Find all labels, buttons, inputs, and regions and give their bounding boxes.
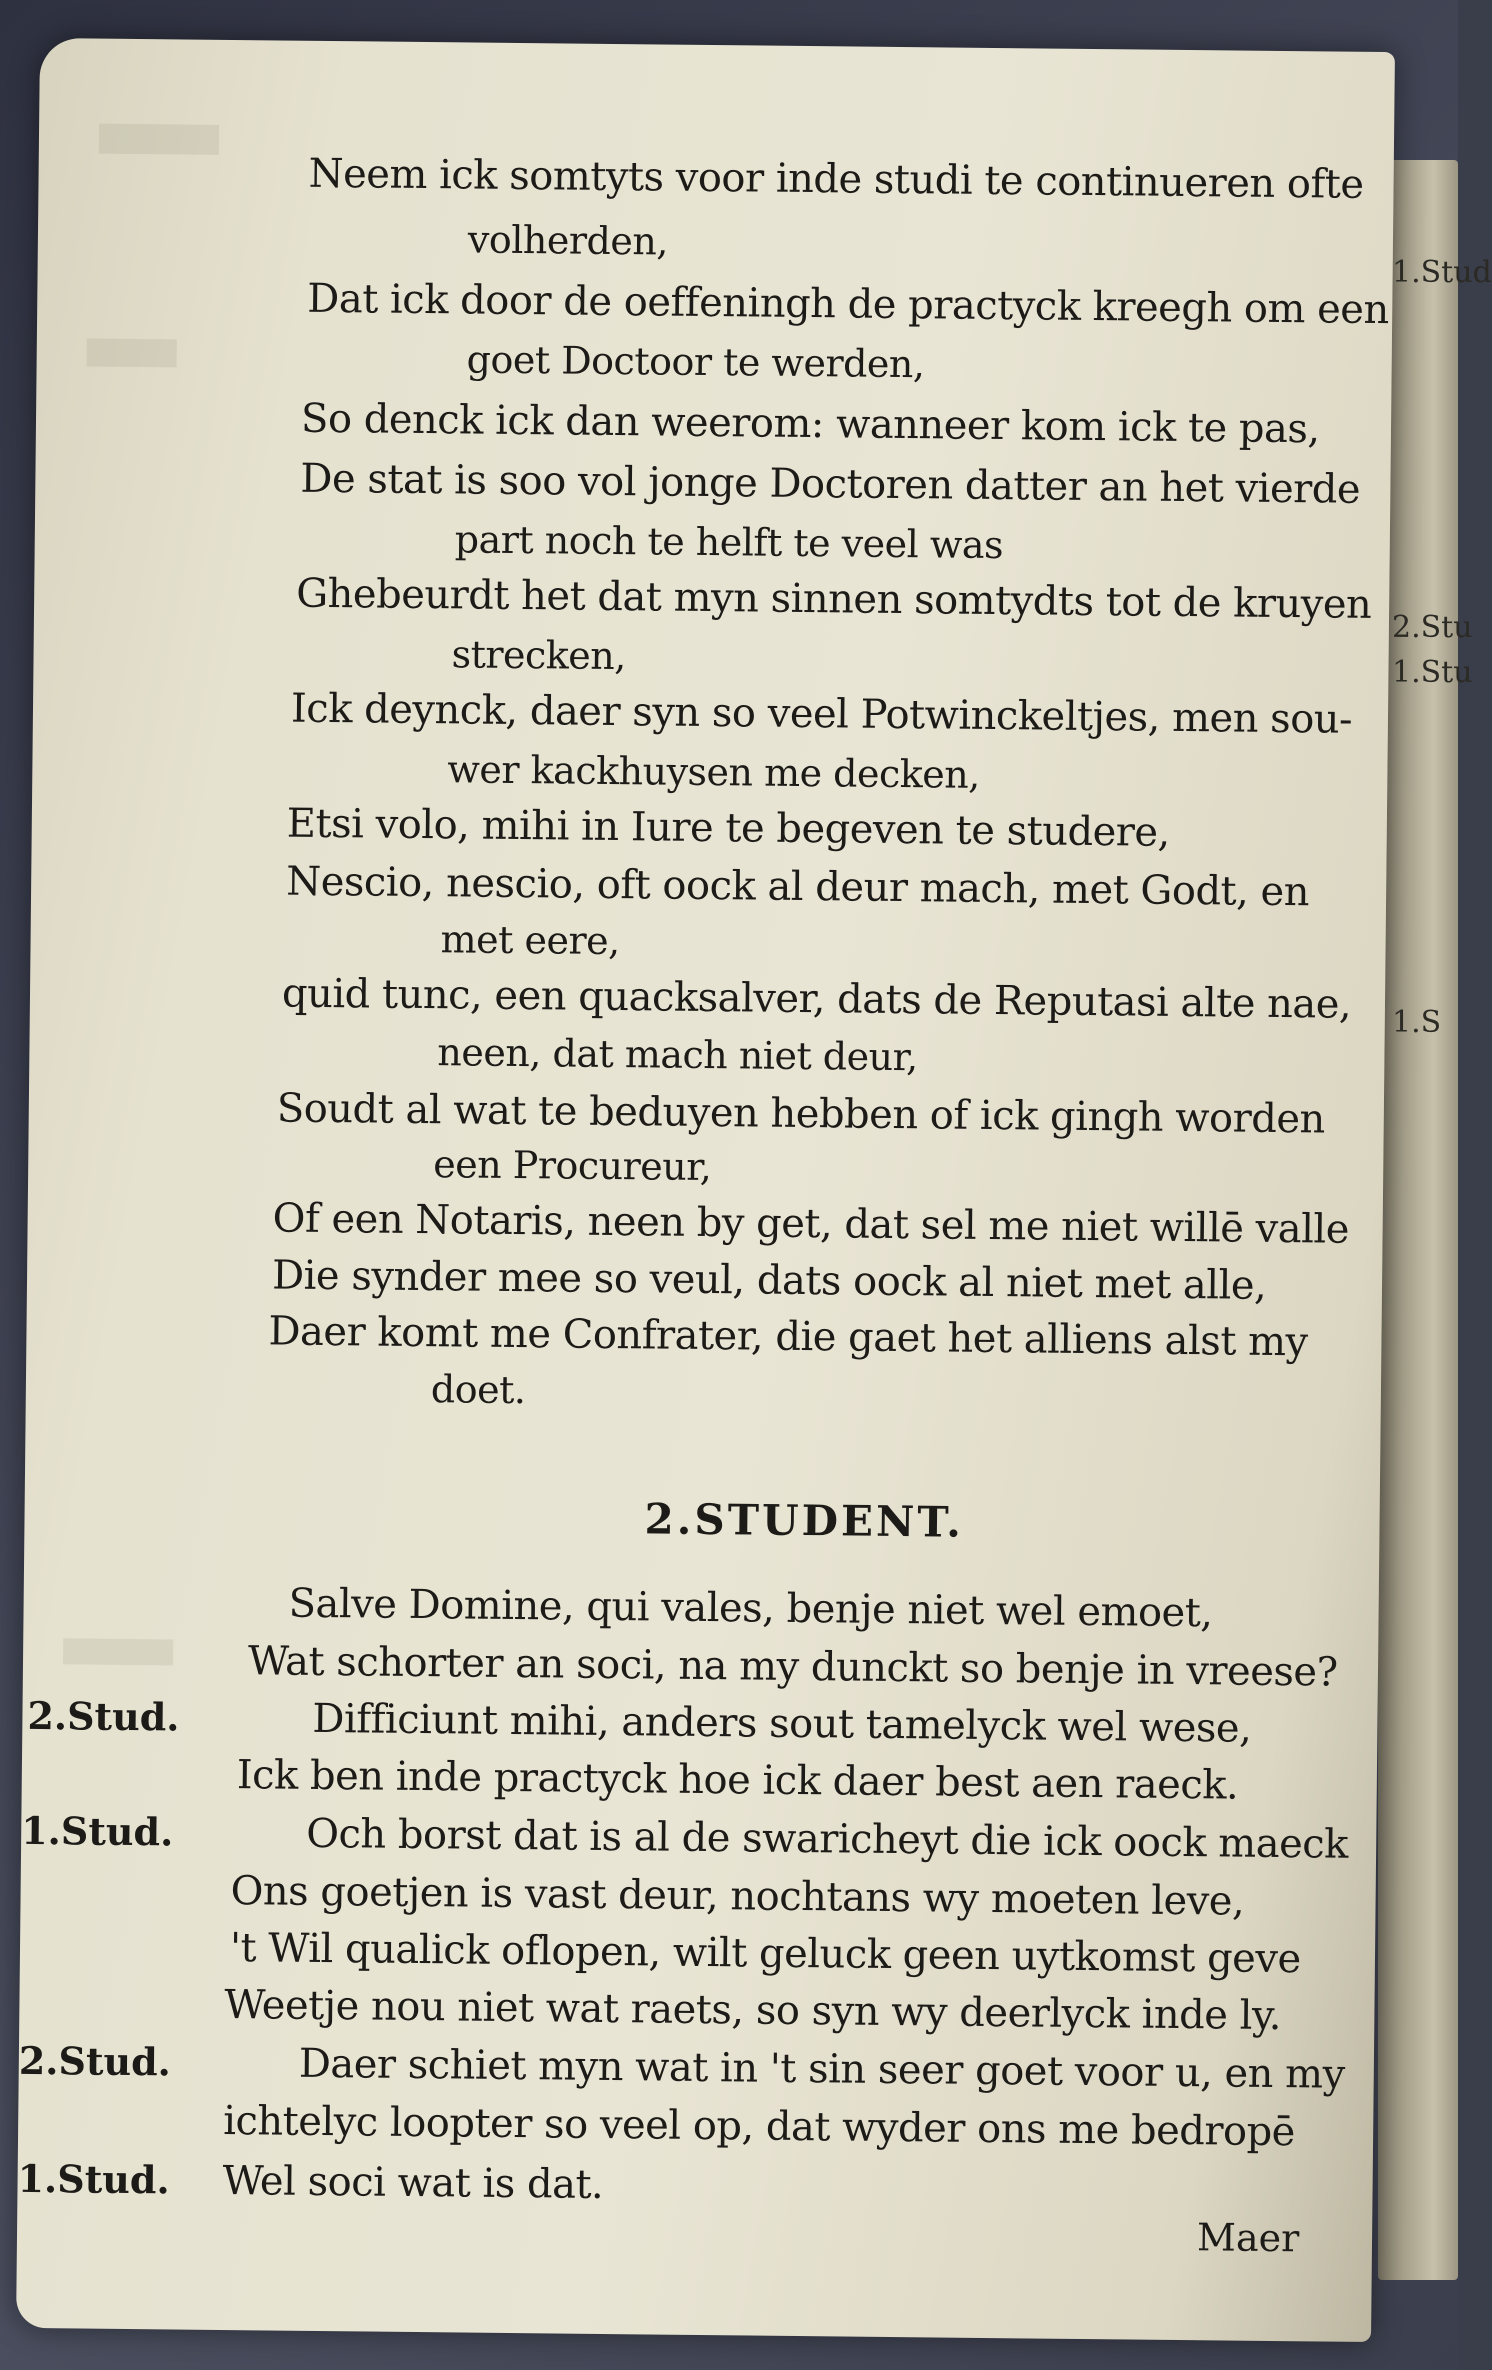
verse-line: volherden, (467, 217, 669, 264)
verse-line: neen, dat mach niet deur, (437, 1030, 918, 1080)
verse-line: Nescio, nescio, oft oock al deur mach, met Godt, en (285, 858, 1310, 916)
verse-line: De stat is soo vol jonge Doctoren datter an het vierde (300, 455, 1361, 513)
verse-line: een Procureur, (433, 1142, 712, 1190)
dialogue-line: Daer schiet myn wat in 't sin seer goet voor u, en my (298, 2040, 1345, 2098)
dialogue-line: Difficiunt mihi, anders sout tamelyck wel wese, (312, 1695, 1252, 1752)
speaker-label: 2.Stud. (18, 2037, 172, 2085)
verse-line: Ghebeurdt het dat myn sinnen somtydts tot de kruyen (295, 570, 1372, 628)
verse-line: Ick deynck, daer syn so veel Potwinckeltjes, men sou- (290, 685, 1353, 743)
section-heading: 2.STUDENT. (644, 1494, 965, 1547)
facing-margin-note: 1.Stud (1392, 255, 1492, 290)
speaker-label: 1.Stud. (21, 1807, 174, 1855)
show-through-2 (87, 338, 177, 367)
verse-line: doet. (430, 1367, 526, 1413)
verse-line: strecken, (451, 632, 627, 679)
speaker-label: 2.Stud. (27, 1692, 180, 1740)
verse-line: Etsi volo, mihi in Iure te begeven te studere, (286, 800, 1171, 856)
verse-line: goet Doctoor te werden, (466, 337, 925, 387)
facing-margin-note: 2.Stu (1392, 610, 1473, 645)
show-through-3 (63, 1638, 173, 1665)
catchword: Maer (1196, 2215, 1300, 2261)
facing-margin-note: 1.S (1392, 1005, 1442, 1040)
verse-line: Die synder mee so veul, dats oock al niet met alle, (271, 1252, 1267, 1309)
dialogue-line: Salve Domine, qui vales, benje niet wel emoet, (288, 1580, 1213, 1637)
book-page (16, 38, 1395, 2342)
dialogue-line: 't Wil qualick oflopen, wilt geluck geen uytkomst geve (229, 1925, 1301, 1983)
dialogue-line: Weetje nou niet wat raets, so syn wy deerlyck inde ly. (224, 1982, 1282, 2040)
dialogue-line: Ons goetjen is vast deur, nochtans wy moeten leve, (230, 1868, 1245, 1925)
dialogue-line: Wel soci wat is dat. (222, 2157, 604, 2208)
verse-line: part noch te helft te veel was (454, 517, 1004, 568)
show-through-1 (99, 124, 219, 155)
dialogue-line: Wat schorter an soci, na my dunckt so benje in vreese? (247, 1638, 1338, 1696)
verse-line: Neem ick somtyts voor inde studi te continueren ofte (308, 150, 1364, 208)
dialogue-line: Och borst dat is al de swaricheyt die ick oock maeck (305, 1810, 1349, 1868)
dialogue-line: ichtelyc loopter so veel op, dat wyder ons me bedropē (222, 2098, 1296, 2156)
verse-line: quid tunc, een quacksalver, dats de Reputasi alte nae, (281, 970, 1352, 1028)
verse-line: Dat ick door de oeffeningh de practyck kreegh om een (307, 275, 1389, 334)
verse-line: Daer komt me Confrater, die gaet het alliens alst my (268, 1308, 1308, 1366)
speaker-label: 1.Stud. (17, 2155, 170, 2203)
verse-line: met eere, (440, 917, 620, 964)
verse-line: So denck ick dan weerom: wanneer kom ick te pas, (300, 395, 1320, 453)
facing-margin-note: 1.Stu (1392, 655, 1473, 690)
dialogue-line: Ick ben inde practyck hoe ick daer best aen raeck. (236, 1752, 1239, 1809)
verse-line: wer kackhuysen me decken, (447, 747, 981, 797)
verse-line: Of een Notaris, neen by get, dat sel me niet willē valle (272, 1195, 1350, 1253)
verse-line: Soudt al wat te beduyen hebben of ick gingh worden (276, 1085, 1326, 1143)
